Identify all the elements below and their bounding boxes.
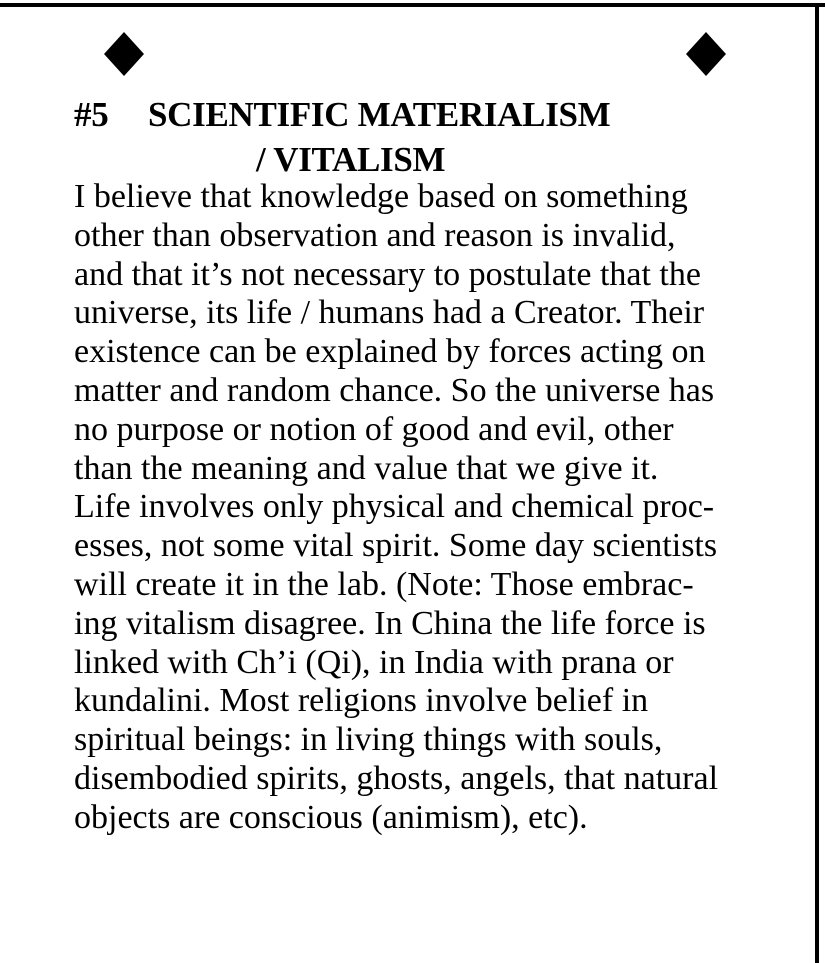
section-title-continued: / VITALISM (256, 140, 446, 179)
section-heading (74, 92, 794, 182)
body-line: disembodied spirits, ghosts, angels, that natural (74, 759, 719, 797)
body-line: and that it’s not necessary to postulate that the (74, 255, 701, 293)
section-title: SCIENTIFIC MATERIALISM (148, 95, 611, 134)
body-line: other than observation and reason is invalid, (74, 216, 676, 254)
body-line: matter and random chance. So the universe has (74, 371, 715, 409)
body-line: esses, not some vital spirit. Some day scientists (74, 527, 718, 565)
diamond-icon (686, 32, 726, 76)
body-line: objects are conscious (animism), etc). (74, 798, 588, 836)
heading-line-1 (74, 92, 794, 137)
body-line: linked with Ch’i (Qi), in India with prana or (74, 643, 674, 681)
body-line: universe, its life / humans had a Creator. Their (74, 294, 705, 332)
body-line: than the meaning and value that we give it. (74, 449, 659, 487)
body-line: will create it in the lab. (Note: Those embrac- (74, 565, 694, 603)
body-line: Life involves only physical and chemical proc- (74, 488, 715, 526)
section-number: #5 (74, 95, 109, 134)
right-border-rule (815, 3, 819, 963)
body-line: no purpose or notion of good and evil, other (74, 410, 674, 448)
diamond-icon (104, 32, 144, 76)
body-line: ing vitalism disagree. In China the life force is (74, 604, 706, 642)
top-border-rule (0, 3, 825, 7)
body-line: existence can be explained by forces acting on (74, 333, 706, 371)
body-line: kundalini. Most religions involve belief in (74, 682, 649, 720)
body-line: spiritual beings: in living things with souls, (74, 721, 663, 759)
body-paragraph (74, 178, 814, 838)
body-line: I believe that knowledge based on something (74, 178, 688, 215)
